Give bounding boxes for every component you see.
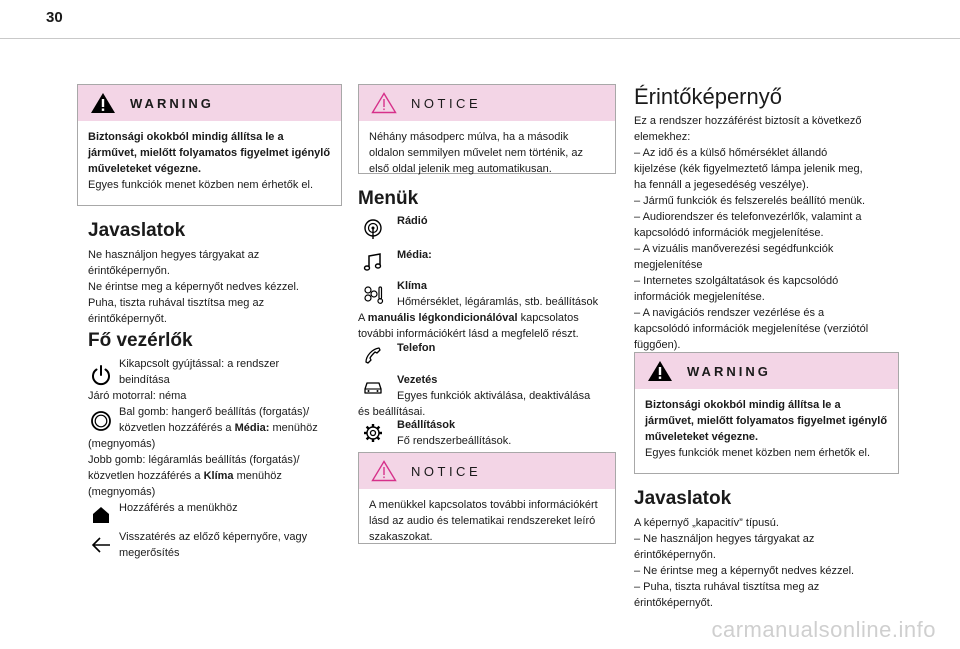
notice-header (359, 85, 615, 121)
warning-title: WARNING (687, 363, 771, 379)
knob-text-cont (88, 436, 300, 500)
menu-vehicle-desc: Egyes funkciók aktiválása, deaktiválása (397, 390, 591, 402)
page-number: 30 (46, 9, 63, 26)
advice-line: érintőképernyőt. (634, 597, 713, 609)
menu-settings-label: Beállítások (397, 419, 456, 431)
notice-body: A menükkel kapcsolatos további információkért lásd az audio és telematikai rendszereket leíró szakaszokat. (369, 499, 598, 543)
advice-line: – Puha, tiszta ruhával tisztítsa meg az (634, 581, 820, 593)
warning-text: Egyes funkciók menet közben nem érhetők el. (645, 447, 871, 459)
climate-icon (362, 284, 384, 306)
climate-extra-line: további információkért lásd a megfelelő részt. (358, 328, 579, 340)
climate-extra-line: A manuális légkondicionálóval kapcsolatos (358, 312, 579, 324)
notice-body: Néhány másodperc múlva, ha a második oldalon semmilyen művelet nem történik, az első oldal jelenik meg automatikusan. (369, 131, 583, 175)
advice-line: – Ne érintse meg a képernyőt nedves kézzel. (634, 565, 855, 577)
advice-heading-left: Javaslatok (88, 220, 186, 241)
advice-line: A képernyő „kapacitív” típusú. (634, 517, 779, 529)
menu-settings (397, 417, 511, 449)
menu-climate (397, 278, 598, 310)
power-icon (90, 364, 112, 386)
knob-line: közvetlen hozzáférés a Klíma menühöz (88, 470, 282, 482)
warning-title: WARNING (130, 95, 214, 111)
touchscreen-heading: Érintőképernyő (634, 84, 782, 109)
menu-vehicle-desc2: és beállításai. (358, 406, 426, 418)
touchscreen-line: – A vizuális manőverezési segédfunkciók (634, 243, 834, 255)
power-line: beindítása (119, 374, 170, 386)
touchscreen-line: – A navigációs rendszer vezérlése és a (634, 307, 825, 319)
advice-line: – Ne használjon hegyes tárgyakat az (634, 533, 815, 545)
warning-header (78, 85, 341, 121)
car-icon (362, 376, 384, 398)
gear-icon (362, 422, 384, 444)
radio-icon (362, 218, 384, 240)
warning-triangle-icon (90, 92, 116, 114)
knob-line: Jobb gomb: légáramlás beállítás (forgatás)/ (88, 454, 300, 466)
menus-heading: Menük (358, 188, 419, 209)
touchscreen-line: függően). (634, 339, 681, 351)
notice-triangle-icon (371, 92, 397, 114)
notice-box-2 (358, 452, 616, 544)
back-text (119, 529, 307, 561)
power-text (119, 356, 279, 388)
back-arrow-icon (90, 534, 112, 556)
power-line: Kikapcsolt gyújtással: a rendszer (119, 358, 280, 370)
menu-settings-desc: Fő rendszerbeállítások. (397, 435, 512, 447)
touchscreen-line: kapcsolódó információk megjelenítése (verziótól (634, 323, 869, 335)
touchscreen-line: elemekhez: (634, 131, 691, 143)
phone-icon (362, 344, 384, 366)
knob-line: közvetlen hozzáférés a Média: menühöz (119, 422, 318, 434)
warning-bold-text: Biztonsági okokból mindig állítsa le a járművet, mielőtt folyamatos figyelmet igénylő műveleteket végezne. (88, 131, 331, 175)
menu-media-label: Média: (397, 249, 432, 261)
header-rule (0, 38, 960, 39)
touchscreen-line: kijelzése (kék figyelmeztető lámpa jelenik meg, (634, 163, 863, 175)
touchscreen-line: – Az idő és a külső hőmérséklet állandó (634, 147, 828, 159)
notice-title: NOTICE (411, 95, 482, 111)
advice-line: Puha, tiszta ruhával tisztítsa meg az (88, 297, 265, 309)
menu-phone-label: Telefon (397, 342, 436, 354)
back-line: Visszatérés az előző képernyőre, vagy (119, 531, 308, 543)
advice-line: Ne használjon hegyes tárgyakat az (88, 249, 260, 261)
advice-text-right (634, 515, 904, 611)
warning-bold-text: Biztonsági okokból mindig állítsa le a járművet, mielőtt folyamatos figyelmet igénylő műveleteket végezne. (645, 399, 888, 443)
touchscreen-line: ha fennáll a jegesedéség veszélye). (634, 179, 809, 191)
warning-header (635, 353, 898, 389)
touchscreen-text (634, 113, 904, 353)
menu-vehicle (397, 372, 590, 404)
warning-body (78, 121, 341, 201)
menu-climate-extra (358, 310, 579, 342)
home-icon (90, 503, 112, 525)
menu-radio-label: Rádió (397, 215, 428, 227)
touchscreen-line: – Jármű funkciók és felszerelés beállító menük. (634, 195, 866, 207)
notice-box-1 (358, 84, 616, 174)
menu-climate-desc: Hőmérséklet, légáramlás, stb. beállítások (397, 296, 599, 308)
menu-climate-label: Klíma (397, 280, 427, 292)
touchscreen-line: információk megjelenítése. (634, 291, 765, 303)
touchscreen-line: – Audiorendszer és telefonvezérlők, valamint a (634, 211, 862, 223)
knob-line: (megnyomás) (88, 486, 156, 498)
advice-line: érintőképernyőt. (88, 313, 167, 325)
power-running-text: Járó motorral: néma (88, 390, 187, 402)
advice-text-left (88, 247, 348, 327)
back-line: megerősítés (119, 547, 180, 559)
advice-heading-right: Javaslatok (634, 488, 732, 509)
warning-triangle-icon (647, 360, 673, 382)
music-note-icon (362, 251, 384, 273)
home-text: Hozzáférés a menükhöz (119, 502, 238, 514)
touchscreen-line: – Internetes szolgáltatások és kapcsolódó (634, 275, 839, 287)
notice-header (359, 453, 615, 489)
touchscreen-line: Ez a rendszer hozzáférést biztosít a következő (634, 115, 862, 127)
warning-box-left (77, 84, 342, 206)
advice-line: érintőképernyőn. (634, 549, 716, 561)
controls-heading: Fő vezérlők (88, 330, 193, 351)
knob-line: (megnyomás) (88, 438, 156, 450)
menu-vehicle-label: Vezetés (397, 374, 438, 386)
knob-text (119, 404, 318, 436)
warning-box-right (634, 352, 899, 474)
touchscreen-line: megjelenítése (634, 259, 703, 271)
notice-title: NOTICE (411, 463, 482, 479)
advice-line: érintőképernyőn. (88, 265, 170, 277)
warning-text: Egyes funkciók menet közben nem érhetők el. (88, 179, 314, 191)
watermark: carmanualsonline.info (711, 617, 936, 642)
warning-body (635, 389, 898, 469)
knob-icon (90, 410, 112, 432)
notice-triangle-icon (371, 460, 397, 482)
knob-line: Bal gomb: hangerő beállítás (forgatás)/ (119, 406, 310, 418)
touchscreen-line: kapcsolódó információk megjelenítése. (634, 227, 824, 239)
advice-line: Ne érintse meg a képernyőt nedves kézzel. (88, 281, 299, 293)
